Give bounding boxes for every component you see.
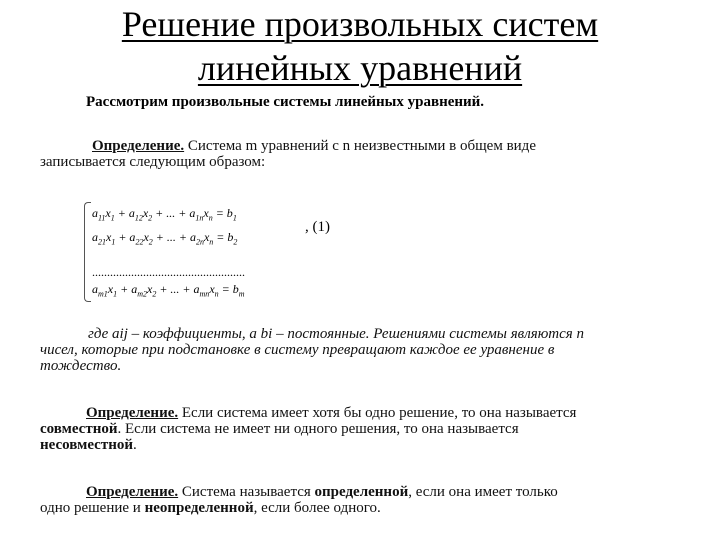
where-paragraph (40, 326, 690, 374)
term-inconsistent: несовместной (40, 437, 133, 453)
definition-2-text-2: . Если система не имеет ни одного решения, то она называется (117, 421, 519, 437)
title-line-2: линейных уравнений (197, 48, 523, 88)
definition-1-text-line2: записывается следующим образом: (40, 154, 266, 170)
system-brace (84, 202, 91, 302)
title-line-1: Решение произвольных систем (121, 4, 599, 44)
where-line-1: где aij – коэффициенты, а bi – постоянные. Решениями системы являются n (88, 326, 584, 342)
definition-3-text-4: , если более одного. (253, 500, 381, 516)
definition-3-text-1: Система называется (181, 484, 311, 500)
where-line-3: тождество. (40, 358, 122, 374)
term-consistent: совместной (40, 421, 118, 437)
term-determined: определенной (314, 484, 409, 500)
definition-3-text-2: , если она имеет только (408, 484, 558, 500)
system-row-1: $a_{11}x_1 + a_{12}x_2$ + ... + $a_{1n}x_n = b_1$ (92, 206, 237, 223)
system-dots-row: ................................................... (92, 265, 245, 279)
intro-text: Рассмотрим произвольные системы линейных уравнений. (86, 94, 485, 110)
definition-2 (40, 405, 690, 453)
equation-label: , (1) (305, 219, 330, 235)
where-line-2: чисел, которые при подстановке в систему превращают каждое ее уравнение в (40, 342, 555, 358)
definition-1 (40, 138, 690, 170)
definition-3-term: Определение. (86, 484, 179, 500)
definition-3-text-3: одно решение и (40, 500, 141, 516)
system-row-m: $a_{m1}x_1 + a_{m2}x_2$ + ... + $a_{mn}x_n = b_m$ (92, 282, 245, 299)
definition-2-text-1: Если система имеет хотя бы одно решение, то она называется (181, 405, 577, 421)
definition-2-text-3: . (132, 437, 137, 453)
term-undetermined: неопределенной (144, 500, 254, 516)
system-row-2: $a_{21}x_1 + a_{22}x_2$ + ... + $a_{2n}x_n = b_2$ (92, 230, 238, 247)
definition-2-term: Определение. (86, 405, 179, 421)
definition-1-text-line1: Система m уравнений с n неизвестными в общем виде (187, 138, 536, 154)
definition-1-term: Определение. (92, 138, 185, 154)
equation-system (84, 202, 309, 302)
definition-3 (40, 484, 690, 516)
slide-title (0, 2, 720, 90)
